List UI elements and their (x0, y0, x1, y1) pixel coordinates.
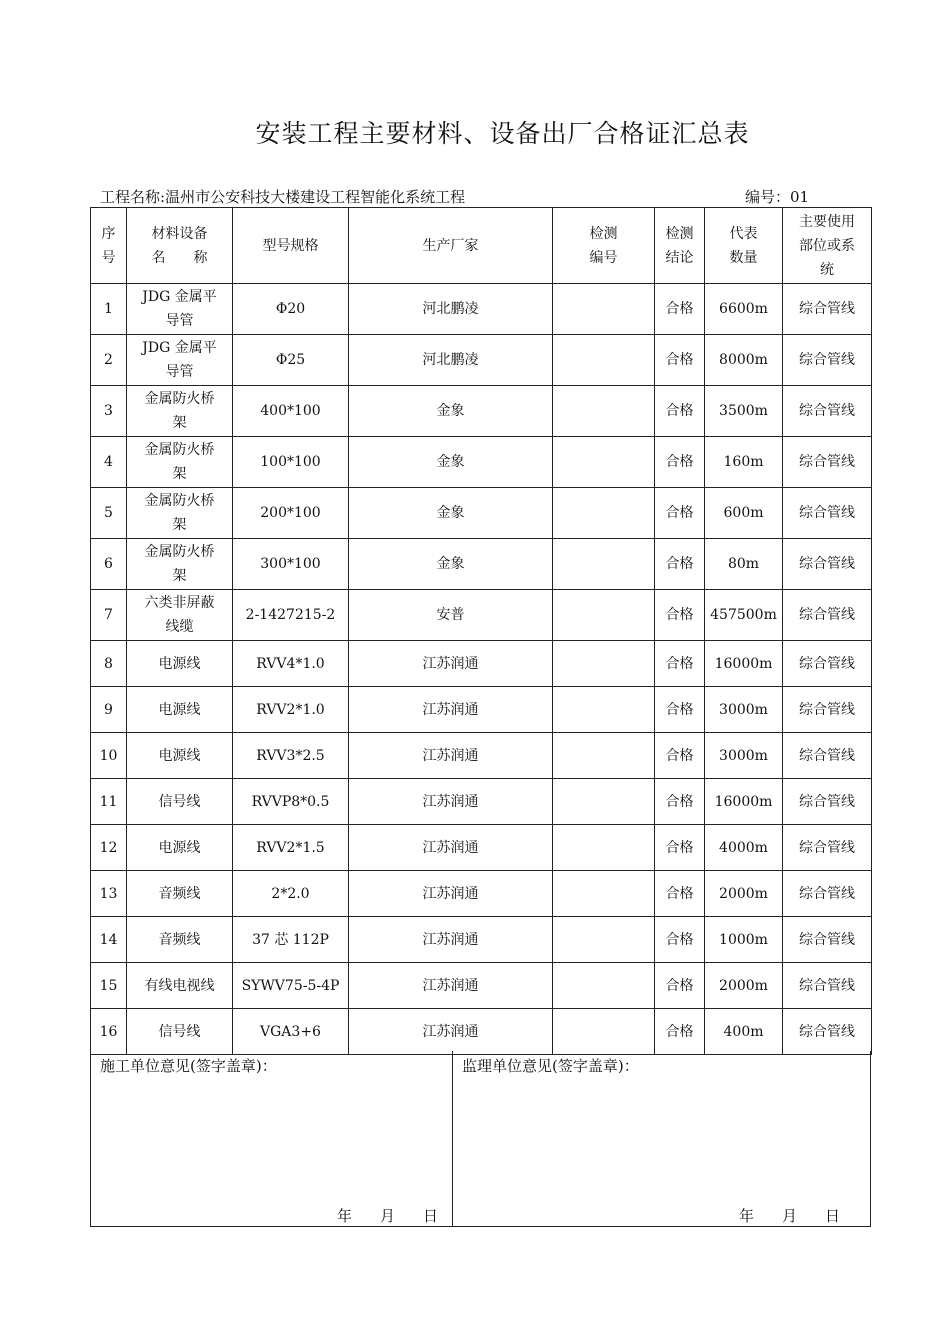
table-row (91, 871, 872, 917)
table-header-row (91, 208, 872, 284)
cell-result: 合格 (655, 335, 705, 386)
date-year: 年 (337, 1207, 353, 1225)
cell-seq: 12 (91, 825, 127, 871)
construction-opinion-box (91, 1051, 453, 1226)
cell-qty: 400m (705, 1009, 783, 1055)
cell-test-no (553, 825, 655, 871)
construction-date (337, 1205, 438, 1226)
cell-name-line: 六类非屏蔽 (144, 595, 215, 611)
cell-result: 合格 (655, 437, 705, 488)
cell-maker: 江苏润通 (349, 917, 553, 963)
cell-seq: 1 (91, 284, 127, 335)
cell-seq: 8 (91, 641, 127, 687)
table-row (91, 539, 872, 590)
cell-usage: 综合管线 (783, 539, 872, 590)
cell-result: 合格 (655, 779, 705, 825)
date-month: 月 (782, 1207, 798, 1225)
cell-usage: 综合管线 (783, 687, 872, 733)
cell-name-line: 金属防火桥 (144, 493, 215, 509)
date-day: 日 (825, 1207, 841, 1225)
cell-qty: 457500m (705, 590, 783, 641)
cell-test-no (553, 386, 655, 437)
cell-qty: 16000m (705, 779, 783, 825)
cell-model: 400*100 (233, 386, 349, 437)
cell-name (127, 779, 233, 825)
cell-name-line: 架 (172, 466, 187, 482)
cell-result: 合格 (655, 284, 705, 335)
cell-seq: 13 (91, 871, 127, 917)
cell-seq: 5 (91, 488, 127, 539)
cell-model: 300*100 (233, 539, 349, 590)
supervision-opinion-box (453, 1051, 870, 1226)
table-row (91, 641, 872, 687)
table-row (91, 335, 872, 386)
cell-usage: 综合管线 (783, 386, 872, 437)
cell-test-no (553, 590, 655, 641)
cell-name-line: 音频线 (158, 931, 201, 948)
cell-maker: 江苏润通 (349, 825, 553, 871)
table-row (91, 386, 872, 437)
cell-seq: 15 (91, 963, 127, 1009)
cell-name-line: 有线电视线 (144, 977, 215, 994)
cell-qty: 600m (705, 488, 783, 539)
document-code-label: 编号： (745, 188, 791, 206)
cell-qty: 1000m (705, 917, 783, 963)
cell-test-no (553, 963, 655, 1009)
table-row (91, 825, 872, 871)
project-name-value: 温州市公安科技大楼建设工程智能化系统工程 (165, 188, 466, 206)
cell-seq: 3 (91, 386, 127, 437)
cell-seq: 6 (91, 539, 127, 590)
cell-maker: 金象 (349, 488, 553, 539)
cell-model: RVV2*1.5 (233, 825, 349, 871)
cell-usage: 综合管线 (783, 779, 872, 825)
cell-qty: 2000m (705, 963, 783, 1009)
cell-result: 合格 (655, 590, 705, 641)
header-result: 检测 结论 (655, 208, 705, 284)
cell-usage: 综合管线 (783, 488, 872, 539)
supervision-date (739, 1205, 840, 1226)
cell-usage: 综合管线 (783, 284, 872, 335)
cell-name (127, 539, 233, 590)
table-row (91, 1009, 872, 1055)
cell-test-no (553, 733, 655, 779)
cell-model: RVV2*1.0 (233, 687, 349, 733)
cell-name-line: 架 (172, 568, 187, 584)
cell-model: VGA3+6 (233, 1009, 349, 1055)
cell-model: SYWV75-5-4P (233, 963, 349, 1009)
cell-model: 37 芯 112P (233, 917, 349, 963)
date-year: 年 (739, 1207, 755, 1225)
cell-name-line: 架 (172, 517, 187, 533)
materials-table (90, 207, 872, 1055)
cell-name (127, 437, 233, 488)
cell-qty: 3000m (705, 687, 783, 733)
cell-result: 合格 (655, 733, 705, 779)
cell-seq: 11 (91, 779, 127, 825)
cell-name (127, 641, 233, 687)
cell-name-line: JDG 金属平 (142, 340, 217, 356)
cell-maker: 金象 (349, 386, 553, 437)
cell-seq: 4 (91, 437, 127, 488)
cell-model: 2-1427215-2 (233, 590, 349, 641)
cell-name (127, 335, 233, 386)
cell-usage: 综合管线 (783, 1009, 872, 1055)
cell-result: 合格 (655, 386, 705, 437)
cell-usage: 综合管线 (783, 590, 872, 641)
cell-qty: 4000m (705, 825, 783, 871)
cell-model: RVV4*1.0 (233, 641, 349, 687)
cell-test-no (553, 284, 655, 335)
cell-name (127, 687, 233, 733)
cell-qty: 8000m (705, 335, 783, 386)
cell-maker: 江苏润通 (349, 1009, 553, 1055)
cell-test-no (553, 779, 655, 825)
cell-name (127, 917, 233, 963)
cell-name (127, 733, 233, 779)
cell-maker: 河北鹏凌 (349, 335, 553, 386)
cell-name-line: 音频线 (158, 885, 201, 902)
page-title: 安装工程主要材料、设备出厂合格证汇总表 (255, 119, 750, 148)
cell-maker: 安普 (349, 590, 553, 641)
cell-maker: 江苏润通 (349, 871, 553, 917)
cell-model: 2*2.0 (233, 871, 349, 917)
cell-maker: 江苏润通 (349, 779, 553, 825)
table-row (91, 733, 872, 779)
cell-model: Φ25 (233, 335, 349, 386)
cell-qty: 6600m (705, 284, 783, 335)
cell-model: 100*100 (233, 437, 349, 488)
cell-maker: 江苏润通 (349, 687, 553, 733)
cell-model: 200*100 (233, 488, 349, 539)
cell-name-line: 金属防火桥 (144, 442, 215, 458)
header-qty: 代表 数量 (705, 208, 783, 284)
cell-usage: 综合管线 (783, 733, 872, 779)
cell-result: 合格 (655, 641, 705, 687)
cell-seq: 14 (91, 917, 127, 963)
project-name-line (100, 186, 465, 207)
cell-name-line: 金属防火桥 (144, 544, 215, 560)
cell-maker: 金象 (349, 437, 553, 488)
cell-model: RVVP8*0.5 (233, 779, 349, 825)
cell-qty: 80m (705, 539, 783, 590)
header-model: 型号规格 (233, 208, 349, 284)
cell-name-line: JDG 金属平 (142, 289, 217, 305)
cell-name (127, 871, 233, 917)
cell-model: RVV3*2.5 (233, 733, 349, 779)
date-day: 日 (423, 1207, 439, 1225)
cell-qty: 3000m (705, 733, 783, 779)
construction-opinion-label: 施工单位意见(签字盖章)： (100, 1057, 277, 1075)
project-name-label: 工程名称: (100, 188, 166, 206)
cell-test-no (553, 488, 655, 539)
header-seq: 序 号 (91, 208, 127, 284)
document-code-value: 01 (790, 188, 810, 206)
cell-result: 合格 (655, 917, 705, 963)
cell-name-line: 信号线 (158, 1023, 201, 1040)
cell-qty: 16000m (705, 641, 783, 687)
cell-test-no (553, 687, 655, 733)
cell-qty: 2000m (705, 871, 783, 917)
cell-usage: 综合管线 (783, 641, 872, 687)
cell-test-no (553, 335, 655, 386)
cell-name-line: 电源线 (158, 839, 201, 856)
cell-seq: 2 (91, 335, 127, 386)
table-row (91, 917, 872, 963)
cell-name-line: 导管 (165, 313, 194, 329)
cell-qty: 160m (705, 437, 783, 488)
cell-name (127, 386, 233, 437)
cell-name-line: 电源线 (158, 701, 201, 718)
cell-result: 合格 (655, 539, 705, 590)
table-row (91, 437, 872, 488)
cell-maker: 江苏润通 (349, 641, 553, 687)
table-row (91, 779, 872, 825)
cell-seq: 9 (91, 687, 127, 733)
cell-seq: 7 (91, 590, 127, 641)
cell-usage: 综合管线 (783, 917, 872, 963)
cell-result: 合格 (655, 488, 705, 539)
cell-name (127, 963, 233, 1009)
cell-test-no (553, 1009, 655, 1055)
cell-test-no (553, 871, 655, 917)
cell-qty: 3500m (705, 386, 783, 437)
cell-maker: 金象 (349, 539, 553, 590)
cell-usage: 综合管线 (783, 437, 872, 488)
header-name: 材料设备 名 称 (127, 208, 233, 284)
cell-maker: 江苏润通 (349, 733, 553, 779)
cell-seq: 16 (91, 1009, 127, 1055)
cell-result: 合格 (655, 1009, 705, 1055)
table-row (91, 963, 872, 1009)
header-usage: 主要使用 部位或系 统 (783, 208, 872, 284)
table-row (91, 590, 872, 641)
table-row (91, 488, 872, 539)
table-row (91, 284, 872, 335)
document-code (745, 186, 809, 207)
cell-result: 合格 (655, 687, 705, 733)
cell-name (127, 1009, 233, 1055)
supervision-opinion-label: 监理单位意见(签字盖章)： (462, 1057, 639, 1075)
cell-test-no (553, 917, 655, 963)
cell-name (127, 590, 233, 641)
table-row (91, 687, 872, 733)
cell-seq: 10 (91, 733, 127, 779)
cell-test-no (553, 641, 655, 687)
cell-result: 合格 (655, 963, 705, 1009)
cell-maker: 江苏润通 (349, 963, 553, 1009)
cell-result: 合格 (655, 871, 705, 917)
cell-name-line: 架 (172, 415, 187, 431)
header-test-no: 检测 编号 (553, 208, 655, 284)
cell-usage: 综合管线 (783, 825, 872, 871)
cell-name-line: 线缆 (165, 619, 194, 635)
header-maker: 生产厂家 (349, 208, 553, 284)
cell-name-line: 电源线 (158, 747, 201, 764)
cell-usage: 综合管线 (783, 871, 872, 917)
cell-result: 合格 (655, 825, 705, 871)
cell-test-no (553, 437, 655, 488)
cell-name (127, 825, 233, 871)
cell-name-line: 电源线 (158, 655, 201, 672)
cell-test-no (553, 539, 655, 590)
cell-name-line: 导管 (165, 364, 194, 380)
cell-name (127, 284, 233, 335)
cell-name (127, 488, 233, 539)
cell-name-line: 信号线 (158, 793, 201, 810)
cell-usage: 综合管线 (783, 963, 872, 1009)
cell-name-line: 金属防火桥 (144, 391, 215, 407)
cell-model: Φ20 (233, 284, 349, 335)
cell-maker: 河北鹏凌 (349, 284, 553, 335)
signature-section (90, 1051, 871, 1227)
date-month: 月 (380, 1207, 396, 1225)
cell-usage: 综合管线 (783, 335, 872, 386)
